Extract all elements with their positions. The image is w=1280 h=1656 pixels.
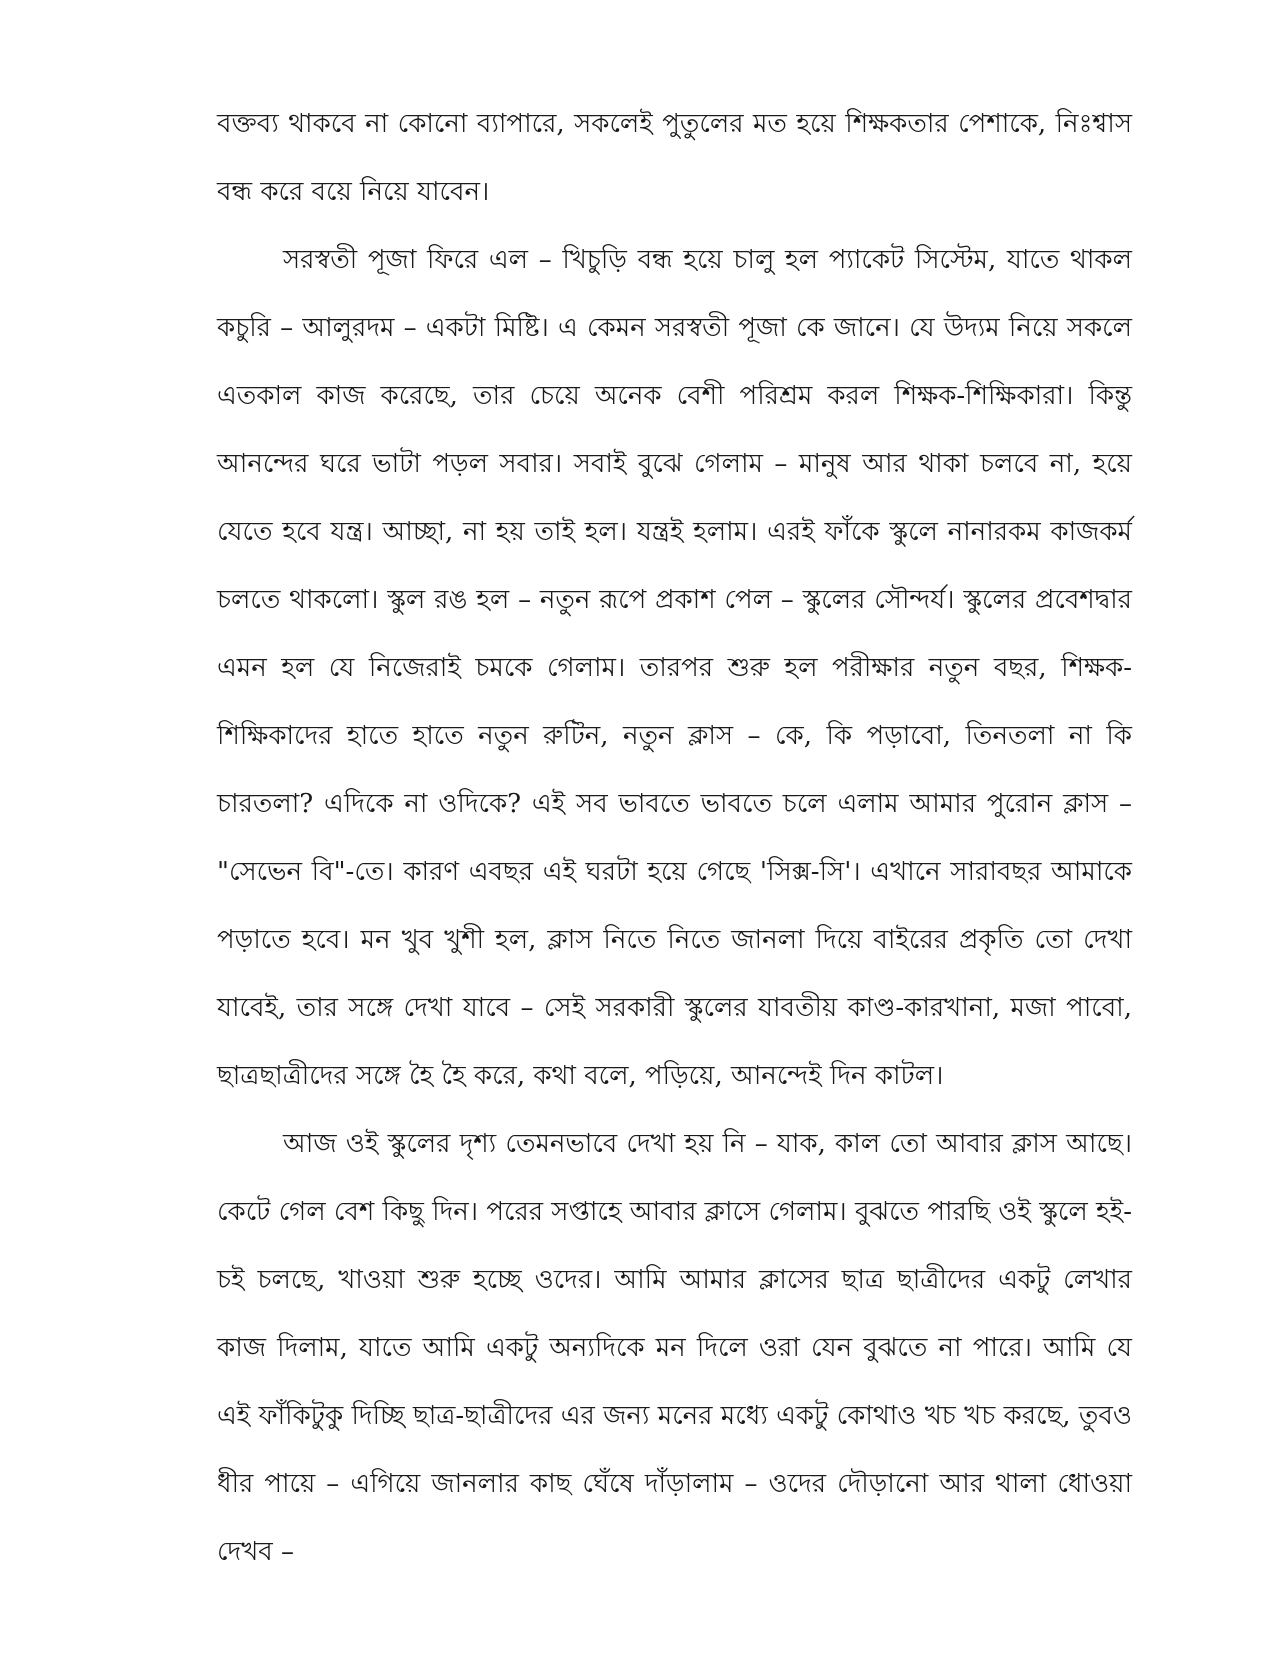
paragraph-continuation: বক্তব্য থাকবে না কোনো ব্যাপারে, সকলেই পুতুলের মত হয়ে শিক্ষকতার পেশাকে, নিঃশ্বাস বন্ধ করে বয়ে নিয়ে যাবেন। bbox=[217, 109, 1132, 207]
paragraph-saraswati-puja: সরস্বতী পূজা ফিরে এল – খিচুড়ি বন্ধ হয়ে চালু হল প্যাকেট সিস্টেম, যাতে থাকল কচুরি – আলুরদম – একটা মিষ্টি। এ কেমন সরস্বতী পূজা কে জানে। যে উদ্যম নিয়ে সকলে এতকাল কাজ করেছে, তার চেয়ে অনেক বেশী পরিশ্রম করল শিক্ষক-শিক্ষিকারা। কিন্তু আনন্দের ঘরে ভাটা পড়ল সবার। সবাই বুঝে গেলাম – মানুষ আর থাকা চলবে না, হয়ে যেতে হবে যন্ত্র। আচ্ছা, না হয় তাই হল। যন্ত্রই হলাম। এরই ফাঁকে স্কুলে নানারকম কাজকর্ম চলতে থাকলো। স্কুল রঙ হল – নতুন রূপে প্রকাশ পেল – স্কুলের সৌন্দর্য। স্কুলের প্রবেশদ্বার এমন হল যে নিজেরাই চমকে গেলাম। তারপর শুরু হল পরীক্ষার নতুন বছর, শিক্ষক-শিক্ষিকাদের হাতে হাতে নতুন রুটিন, নতুন ক্লাস – কে, কি পড়াবো, তিনতলা না কি চারতলা? এদিকে না ওদিকে? এই সব ভাবতে ভাবতে চলে এলাম আমার পুরোন ক্লাস – "সেভেন বি"-তে। কারণ এবছর এই ঘরটা হয়ে গেছে 'সিক্স-সি'। এখানে সারাবছর আমাকে পড়াতে হবে। মন খুব খুশী হল, ক্লাস নিতে নিতে জানলা দিয়ে বাইরের প্রকৃতি তো দেখা যাবেই, তার সঙ্গে দেখা যাবে – সেই সরকারী স্কুলের যাবতীয় কাণ্ড-কারখানা, মজা পাবো, ছাত্রছাত্রীদের সঙ্গে হৈ হৈ করে, কথা বলে, পড়িয়ে, আনন্দেই দিন কাটল। bbox=[217, 245, 1132, 1091]
paragraph-school-scene: আজ ওই স্কুলের দৃশ্য তেমনভাবে দেখা হয় নি – যাক, কাল তো আবার ক্লাস আছে। কেটে গেল বেশ কিছু দিন। পরের সপ্তাহে আবার ক্লাসে গেলাম। বুঝতে পারছি ওই স্কুলে হই-চই চলছে, খাওয়া শুরু হচ্ছে ওদের। আমি আমার ক্লাসের ছাত্র ছাত্রীদের একটু লেখার কাজ দিলাম, যাতে আমি একটু অন্যদিকে মন দিলে ওরা যেন বুঝতে না পারে। আমি যে এই ফাঁকিটুকু দিচ্ছি ছাত্র-ছাত্রীদের এর জন্য মনের মধ্যে একটু কোথাও খচ খচ করছে, তুবও ধীর পায়ে – এগিয়ে জানলার কাছ ঘেঁষে দাঁড়ালাম – ওদের দৌড়ানো আর থালা ধোওয়া দেখব – bbox=[217, 1129, 1132, 1567]
body-text bbox=[217, 90, 1132, 1586]
